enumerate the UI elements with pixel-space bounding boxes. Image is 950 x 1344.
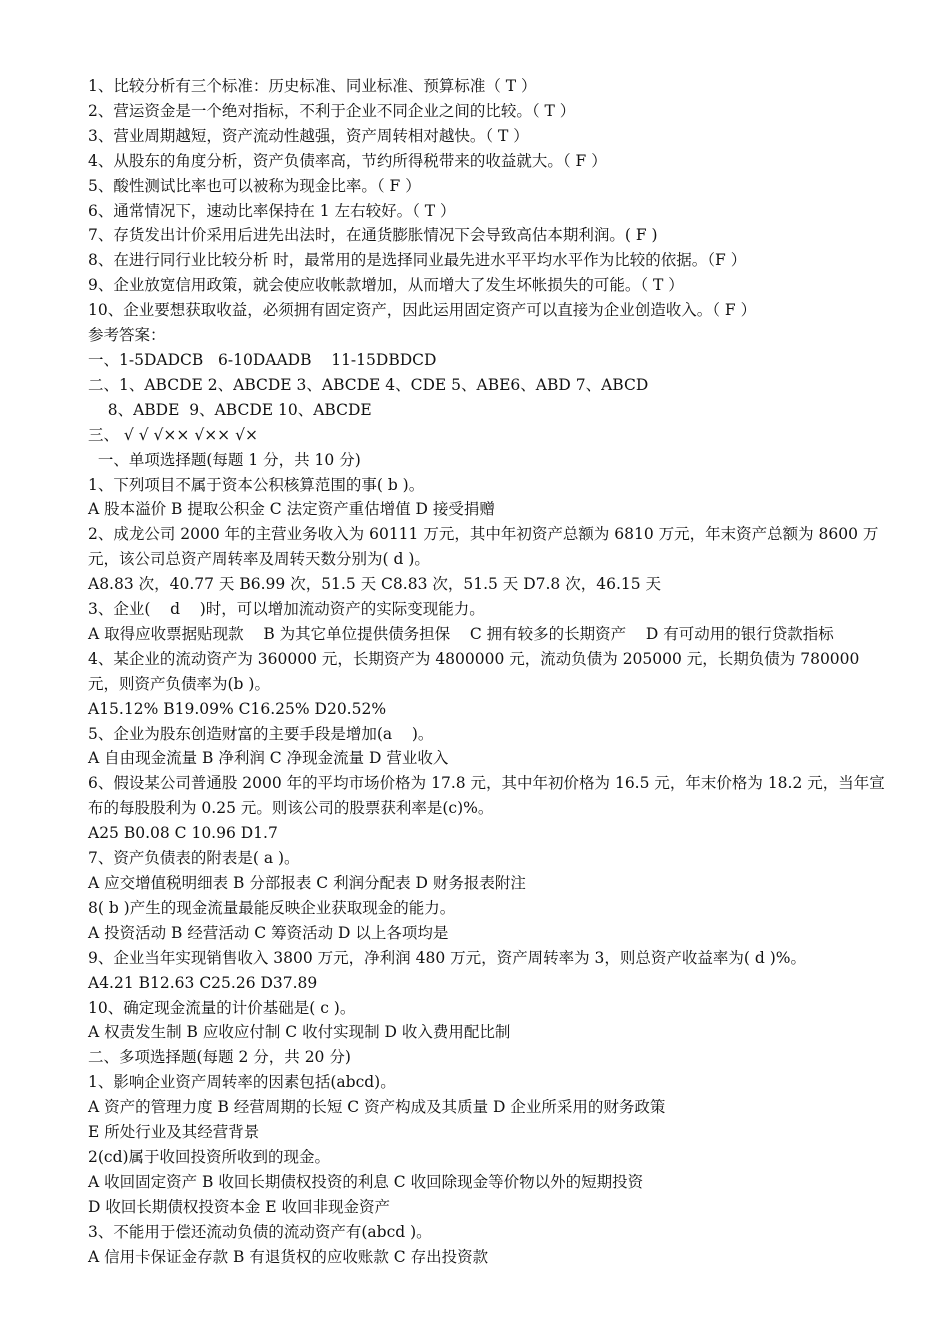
mc-question-1-options-cont: E 所处行业及其经营背景	[88, 1123, 260, 1142]
answer-key-section-2-cont: 8、ABDE 9、ABCDE 10、ABCDE	[88, 400, 372, 419]
sc-question-3-options: A 取得应收票据贴现款 B 为其它单位提供债务担保 C 拥有较多的长期资产 D 有可动用的银行贷款指标	[88, 624, 834, 643]
answer-key-section-3: 三、 √ √ √×× √×× √×	[88, 425, 258, 444]
tf-question-7: 7、存货发出计价采用后进先出法时，在通货膨胀情况下会导致高估本期利润。( F )	[88, 226, 658, 245]
mc-question-2-options-cont: D 收回长期债权投资本金 E 收回非现金资产	[88, 1197, 391, 1216]
answer-key-heading: 参考答案：	[88, 326, 166, 345]
sc-question-6: 6、假设某公司普通股 2000 年的平均市场价格为 17.8 元，其中年初价格为 16.5 元，年末价格为 18.2 元，当年宣布的每股股利为 0.25 元。则该公司的股票获利率是(c)%。	[88, 774, 885, 818]
sc-question-8: 8( b )产生的现金流量最能反映企业获取现金的能力。	[88, 898, 456, 917]
sc-question-8-options: A 投资活动 B 经营活动 C 筹资活动 D 以上各项均是	[88, 923, 449, 942]
sc-question-9-options: A4.21 B12.63 C25.26 D37.89	[88, 973, 318, 992]
sc-question-7: 7、资产负债表的附表是( a )。	[88, 849, 300, 868]
sc-question-1: 1、下列项目不属于资本公积核算范围的事( b )。	[88, 475, 425, 494]
sc-question-4-options: A15.12% B19.09% C16.25% D20.52%	[88, 699, 387, 718]
tf-question-1: 1、比较分析有三个标准：历史标准、同业标准、预算标准（ T ）	[88, 77, 537, 95]
sc-question-6-options: A25 B0.08 C 10.96 D1.7	[88, 824, 278, 843]
tf-question-2: 2、营运资金是一个绝对指标，不利于企业不同企业之间的比较。（ T ）	[88, 101, 576, 120]
sc-question-3: 3、企业( d )时，可以增加流动资产的实际变现能力。	[88, 600, 485, 619]
sc-question-5: 5、企业为股东创造财富的主要手段是增加(a )。	[88, 724, 434, 743]
document-page	[88, 74, 888, 1270]
sc-question-2: 2、成龙公司 2000 年的主营业务收入为 60111 万元，其中年初资产总额为 6810 万元，年末资产总额为 8600 万元，该公司总资产周转率及周转天数分别为( d )。	[88, 525, 879, 569]
tf-question-4: 4、从股东的角度分析，资产负债率高，节约所得税带来的收益就大。（ F ）	[88, 151, 607, 170]
answer-key-section-1: 一、1-5DADCB 6-10DAADB 11-15DBDCD	[88, 350, 437, 369]
sc-question-4: 4、某企业的流动资产为 360000 元，长期资产为 4800000 元，流动负债为 205000 元，长期负债为 780000 元，则资产负债率为(b )。	[88, 649, 860, 693]
sc-question-2-options: A8.83 次，40.77 天 B6.99 次，51.5 天 C8.83 次，51.5 天 D7.8 次，46.15 天	[88, 575, 662, 594]
mc-question-2: 2(cd)属于收回投资所收到的现金。	[88, 1147, 331, 1166]
sc-question-9: 9、企业当年实现销售收入 3800 万元，净利润 480 万元，资产周转率为 3，则总资产收益率为( d )%。	[88, 948, 806, 967]
sc-question-1-options: A 股本溢价 B 提取公积金 C 法定资产重估增值 D 接受捐赠	[88, 500, 495, 519]
sc-question-10-options: A 权责发生制 B 应收应付制 C 收付实现制 D 收入费用配比制	[88, 1023, 511, 1042]
tf-question-9: 9、企业放宽信用政策，就会使应收帐款增加，从而增大了发生坏帐损失的可能。（ T ）	[88, 276, 684, 295]
section-heading-multiple-choice: 二、多项选择题(每题 2 分，共 20 分)	[88, 1048, 351, 1067]
sc-question-10: 10、确定现金流量的计价基础是( c )。	[88, 998, 356, 1017]
mc-question-3: 3、不能用于偿还流动负债的流动资产有(abcd )。	[88, 1222, 432, 1241]
tf-question-6: 6、通常情况下，速动比率保持在 1 左右较好。（ T ）	[88, 201, 456, 220]
mc-question-2-options: A 收回固定资产 B 收回长期债权投资的利息 C 收回除现金等价物以外的短期投资	[88, 1172, 644, 1191]
tf-question-10: 10、企业要想获取收益，必须拥有固定资产，因此运用固定资产可以直接为企业创造收入。（ F ）	[88, 301, 757, 320]
mc-question-1: 1、影响企业资产周转率的因素包括(abcd)。	[88, 1073, 396, 1092]
sc-question-7-options: A 应交增值税明细表 B 分部报表 C 利润分配表 D 财务报表附注	[88, 874, 526, 892]
tf-question-8: 8、在进行同行业比较分析 时，最常用的是选择同业最先进水平平均水平作为比较的依据。（F ）	[88, 251, 747, 270]
mc-question-3-options: A 信用卡保证金存款 B 有退货权的应收账款 C 存出投资款	[88, 1247, 489, 1266]
answer-key-section-2: 二、1、ABCDE 2、ABCDE 3、ABCDE 4、CDE 5、ABE6、ABD 7、ABCD	[88, 375, 649, 394]
mc-question-1-options: A 资产的管理力度 B 经营周期的长短 C 资产构成及其质量 D 企业所采用的财务政策	[88, 1098, 666, 1117]
tf-question-5: 5、酸性测试比率也可以被称为现金比率。（ F ）	[88, 176, 421, 195]
section-heading-single-choice: 一、单项选择题(每题 1 分，共 10 分)	[88, 450, 361, 469]
sc-question-5-options: A 自由现金流量 B 净利润 C 净现金流量 D 营业收入	[88, 749, 449, 768]
tf-question-3: 3、营业周期越短，资产流动性越强，资产周转相对越快。（ T ）	[88, 126, 529, 145]
